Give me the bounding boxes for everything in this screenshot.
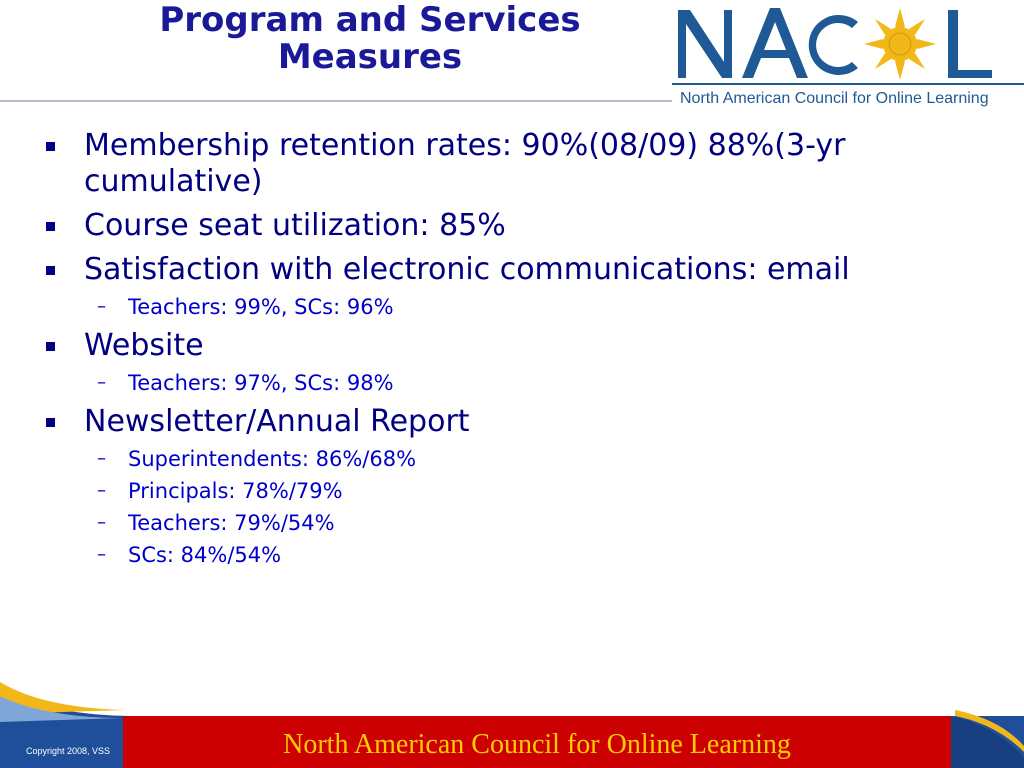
bullet-text: Membership retention rates: 90%(08/09) 88%(3-yr cumulative) [84,128,846,199]
bullet-text: Website [84,328,204,363]
sub-bullet-superintendents [0,446,1024,472]
slide-title [100,2,640,76]
square-bullet-icon [46,222,55,231]
square-bullet-icon [46,266,55,275]
bullet-text: Satisfaction with electronic communications: email [84,252,850,287]
sub-bullet-text: Teachers: 99%, SCs: 96% [128,295,394,319]
slide-title-line-1: Program and Services [159,0,581,40]
nacol-logo [672,0,1024,108]
logo-tagline: North American Council for Online Learning [680,90,989,107]
dash-bullet-icon: – [97,372,106,393]
bullet-satisfaction-email [0,252,984,288]
sub-bullet-principals [0,478,1024,504]
bullet-website [0,328,984,364]
sub-bullet-text: SCs: 84%/54% [128,543,282,567]
footer-banner-text: North American Council for Online Learning [283,729,791,760]
square-bullet-icon [46,418,55,427]
dash-bullet-icon: – [97,296,106,317]
dash-bullet-icon: – [97,480,106,501]
copyright-text: Copyright 2008, VSS [26,746,111,756]
bullet-text: Newsletter/Annual Report [84,404,470,439]
sub-bullet-text: Principals: 78%/79% [128,479,343,503]
title-divider [0,100,672,102]
slide-title-line-2: Measures [277,37,463,77]
sub-bullet-website-results [0,370,1024,396]
sub-bullet-text: Teachers: 97%, SCs: 98% [128,371,394,395]
sub-bullet-teachers [0,510,1024,536]
nacol-logo-graphic [672,0,1024,108]
sub-bullet-scs [0,542,1024,568]
bullet-newsletter [0,404,984,440]
square-bullet-icon [46,342,55,351]
bullet-list [0,128,1024,576]
dash-bullet-icon: – [97,544,106,565]
dash-bullet-icon: – [97,448,106,469]
sub-bullet-email-results [0,294,1024,320]
bullet-membership-retention [0,128,984,200]
square-bullet-icon [46,142,55,151]
bullet-course-seat [0,208,984,244]
sub-bullet-text: Superintendents: 86%/68% [128,447,417,471]
dash-bullet-icon: – [97,512,106,533]
sub-bullet-text: Teachers: 79%/54% [128,511,335,535]
bullet-text: Course seat utilization: 85% [84,208,506,243]
